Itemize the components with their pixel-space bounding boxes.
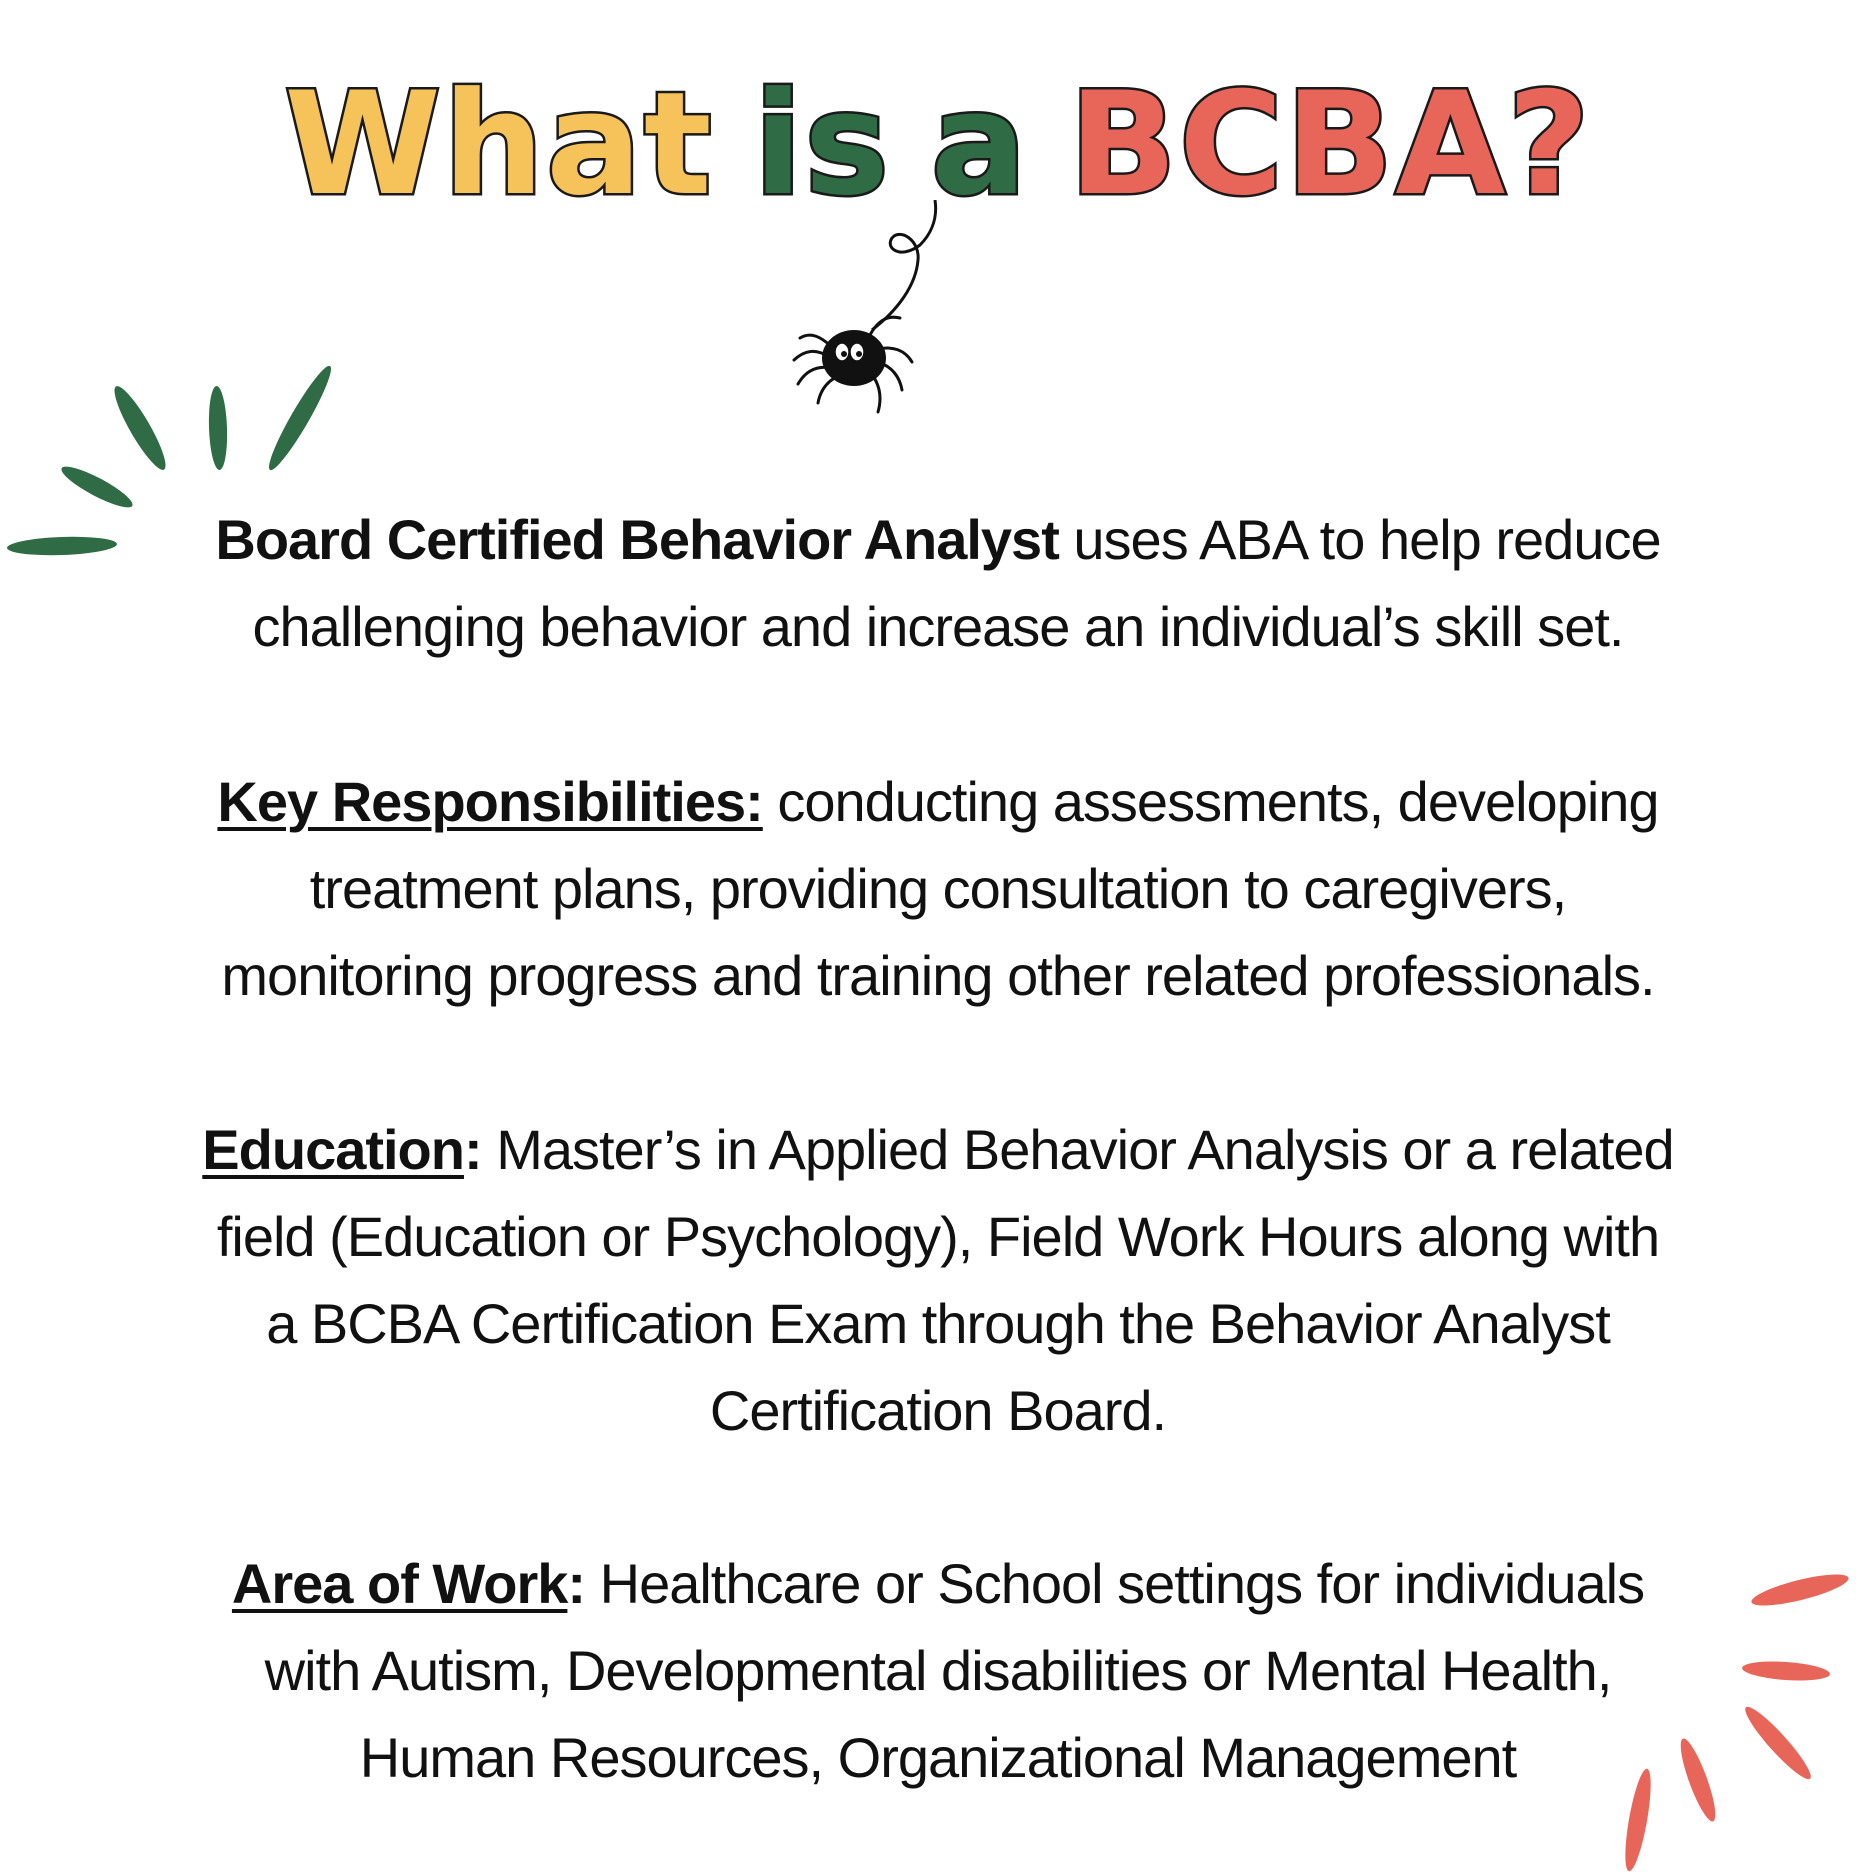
area-of-work-heading: Area of Work bbox=[231, 1552, 568, 1615]
title-word-what: What bbox=[284, 62, 714, 227]
area-of-work-line3: Human Resources, Organizational Management bbox=[359, 1726, 1517, 1789]
responsibilities-paragraph bbox=[100, 758, 1776, 1019]
intro-lead: Board Certified Behavior Analyst bbox=[215, 508, 1059, 571]
title-word-a: a bbox=[930, 62, 1029, 227]
education-line1: Master’s in Applied Behavior Analysis or a related bbox=[481, 1118, 1674, 1181]
intro-line1: uses ABA to help reduce bbox=[1058, 508, 1661, 571]
title-word-bcba: BCBA? bbox=[1068, 62, 1592, 227]
education-line3: a BCBA Certification Exam through the Behavior Analyst bbox=[266, 1292, 1610, 1355]
education-colon: : bbox=[463, 1118, 482, 1181]
responsibilities-line2: treatment plans, providing consultation to caregivers, bbox=[309, 857, 1567, 920]
responsibilities-line3: monitoring progress and training other related professionals. bbox=[221, 944, 1655, 1007]
area-of-work-paragraph bbox=[100, 1540, 1776, 1801]
education-paragraph bbox=[100, 1106, 1776, 1454]
spider-icon bbox=[760, 200, 960, 430]
responsibilities-line1: conducting assessments, developing bbox=[762, 770, 1659, 833]
area-of-work-colon: : bbox=[567, 1552, 586, 1615]
intro-paragraph bbox=[100, 496, 1776, 670]
title-word-is: is bbox=[753, 62, 891, 227]
area-of-work-line1: Healthcare or School settings for individuals bbox=[585, 1552, 1645, 1615]
intro-line2: challenging behavior and increase an individual’s skill set. bbox=[252, 595, 1624, 658]
responsibilities-heading: Key Responsibilities: bbox=[217, 770, 763, 833]
education-line4: Certification Board. bbox=[709, 1379, 1167, 1442]
area-of-work-line2: with Autism, Developmental disabilities or Mental Health, bbox=[264, 1639, 1612, 1702]
education-line2: field (Education or Psychology), Field Work Hours along with bbox=[216, 1205, 1660, 1268]
education-heading: Education bbox=[202, 1118, 464, 1181]
